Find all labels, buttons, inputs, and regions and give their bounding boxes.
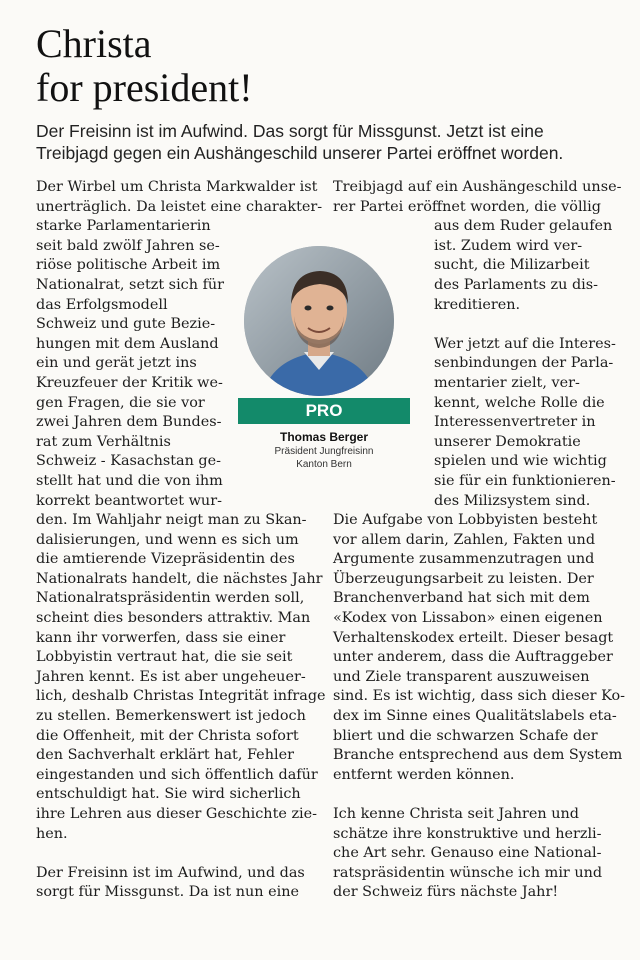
text-line: senbindungen der Parla- bbox=[434, 355, 614, 372]
text-line: rat zum Verhältnis bbox=[36, 433, 171, 450]
text-line: entfernt werden können. bbox=[333, 766, 515, 783]
text-line: aus dem Ruder gelaufen bbox=[434, 218, 613, 235]
author-name: Thomas Berger bbox=[279, 430, 369, 444]
text-line: entschuldigt hat. Sie wird sicherlich bbox=[36, 786, 301, 803]
text-line: unserer Demokratie bbox=[434, 433, 581, 450]
text-line: spielen und wie wichtig bbox=[434, 453, 607, 470]
text-line: starke Parlamentarierin bbox=[36, 218, 211, 235]
text-line: Branche entsprechend aus dem System bbox=[333, 747, 623, 764]
text-line: kennt, welche Rolle die bbox=[434, 394, 605, 411]
text-line: rer Partei eröffnet worden, die völlig bbox=[333, 198, 601, 215]
text-line: den. Im Wahljahr neigt man zu Skan- bbox=[36, 512, 307, 529]
text-line: Verhaltenskodex erteilt. Dieser besagt bbox=[333, 629, 614, 646]
text-line: den Sachverhalt erklärt hat, Fehler bbox=[36, 747, 294, 764]
text-line: kreditieren. bbox=[434, 296, 521, 313]
lead-line: Der Freisinn ist im Aufwind. Das sorgt für Missgunst. Jetzt ist eine bbox=[36, 121, 544, 141]
text-line: dex im Sinne eines Qualitätslabels eta- bbox=[333, 708, 617, 725]
text-line: Lobbyistin vertraut hat, die sie seit bbox=[36, 649, 293, 666]
text-line: Interessenvertreter in bbox=[434, 414, 596, 431]
text-line: hungen mit dem Ausland bbox=[36, 335, 219, 352]
text-line: die amtierende Vizepräsidentin des bbox=[36, 551, 295, 568]
text-line: mentarier zielt, ver- bbox=[434, 374, 580, 391]
text-line: Nationalrat, setzt sich für bbox=[36, 276, 225, 293]
pro-label: PRO bbox=[238, 398, 410, 424]
text-line: Die Aufgabe von Lobbyisten besteht bbox=[333, 512, 598, 529]
text-line: des Parlaments zu dis- bbox=[434, 276, 599, 293]
text-line: unter anderem, dass die Auftraggeber bbox=[333, 649, 613, 666]
text-line: bliert und die schwarzen Schafe der bbox=[333, 727, 598, 744]
text-line: che Art sehr. Genauso eine National- bbox=[333, 845, 602, 862]
text-line: Schweiz - Kasachstan ge- bbox=[36, 453, 222, 470]
text-line: Argumente zusammenzutragen und bbox=[333, 551, 595, 568]
text-line: sind. Es ist wichtig, dass sich dieser Ko- bbox=[333, 688, 626, 705]
text-line: zu stellen. Bemerkenswert ist jedoch bbox=[36, 708, 306, 725]
text-line: unerträglich. Da leistet eine charakter- bbox=[36, 198, 323, 215]
text-line: zwei Jahren dem Bundes- bbox=[36, 414, 222, 431]
text-line: vor allem darin, Zahlen, Fakten und bbox=[333, 531, 596, 548]
text-line: Ich kenne Christa seit Jahren und bbox=[333, 806, 579, 822]
text-line: das Erfolgsmodell bbox=[36, 296, 168, 313]
paragraph-gap bbox=[36, 844, 316, 864]
text-line: und Ziele transparent auszuweisen bbox=[333, 668, 590, 685]
text-line: Treibjagd auf ein Aushängeschild unse- bbox=[333, 179, 622, 195]
text-line: lich, deshalb Christas Integrität infrage bbox=[36, 688, 326, 705]
text-line: «Kodex von Lissabon» einen eigenen bbox=[333, 610, 603, 627]
text-line: Branchenverband hat sich mit dem bbox=[333, 590, 590, 607]
text-line: sucht, die Milizarbeit bbox=[434, 257, 590, 274]
text-line: schätze ihre konstruktive und herzli- bbox=[333, 825, 602, 842]
text-line: Nationalrats handelt, die nächstes Jahr bbox=[36, 570, 323, 587]
text-line: ratspräsidentin wünsche ich mir und bbox=[333, 864, 603, 881]
paragraph-gap bbox=[333, 785, 613, 805]
text-line: hen. bbox=[36, 825, 68, 842]
text-line: gen Fragen, die sie vor bbox=[36, 394, 205, 411]
article-title bbox=[36, 22, 253, 110]
text-line: ist. Zudem wird ver- bbox=[434, 237, 583, 254]
text-line: Wer jetzt auf die Interes- bbox=[434, 335, 616, 352]
author-credit bbox=[238, 430, 410, 471]
title-line: Christa bbox=[36, 21, 152, 66]
text-line: der Schweiz fürs nächste Jahr! bbox=[333, 884, 559, 901]
text-line: korrekt beantwortet wur- bbox=[36, 492, 222, 509]
author-role-line: Kanton Bern bbox=[296, 459, 352, 470]
text-line: des Milizsystem sind. bbox=[434, 492, 591, 509]
lead-line: Treibjagd gegen ein Aushängeschild unserer Partei eröffnet worden. bbox=[36, 143, 564, 163]
title-line: for president! bbox=[36, 65, 253, 110]
text-line: eingestanden und sich öffentlich dafür bbox=[36, 766, 318, 783]
text-line: Jahren kennt. Es ist aber ungeheuer- bbox=[36, 668, 306, 685]
text-line: Der Freisinn ist im Aufwind, und das bbox=[36, 864, 305, 881]
author-role-line: Präsident Jungfreisinn bbox=[274, 446, 374, 457]
text-line: riöse politische Arbeit im bbox=[36, 257, 221, 274]
text-line: Überzeugungsarbeit zu leisten. Der bbox=[333, 570, 594, 587]
text-line: scheint dies besonders attraktiv. Man bbox=[36, 610, 311, 627]
text-line: dalisierungen, und wenn es sich um bbox=[36, 531, 299, 548]
text-line: die Offenheit, mit der Christa sofort bbox=[36, 727, 299, 744]
text-line: Kreuzfeuer der Kritik we- bbox=[36, 374, 223, 391]
text-line: Der Wirbel um Christa Markwalder ist bbox=[36, 179, 318, 195]
text-line: seit bald zwölf Jahren se- bbox=[36, 237, 220, 254]
text-line: ein und gerät jetzt ins bbox=[36, 355, 197, 372]
text-line: sie für ein funktionieren- bbox=[434, 472, 616, 489]
text-line: stellt hat und die von ihm bbox=[36, 472, 223, 489]
article-lead bbox=[36, 120, 616, 164]
text-line: ihre Lehren aus dieser Geschichte zie- bbox=[36, 806, 318, 822]
text-line: Schweiz und gute Bezie- bbox=[36, 316, 216, 333]
author-portrait bbox=[244, 246, 394, 396]
text-line: kann ihr vorwerfen, dass sie einer bbox=[36, 629, 286, 646]
text-line: Nationalratspräsidentin werden soll, bbox=[36, 590, 305, 607]
pro-author-box bbox=[238, 246, 410, 482]
text-line: sorgt für Missgunst. Da ist nun eine bbox=[36, 884, 300, 901]
